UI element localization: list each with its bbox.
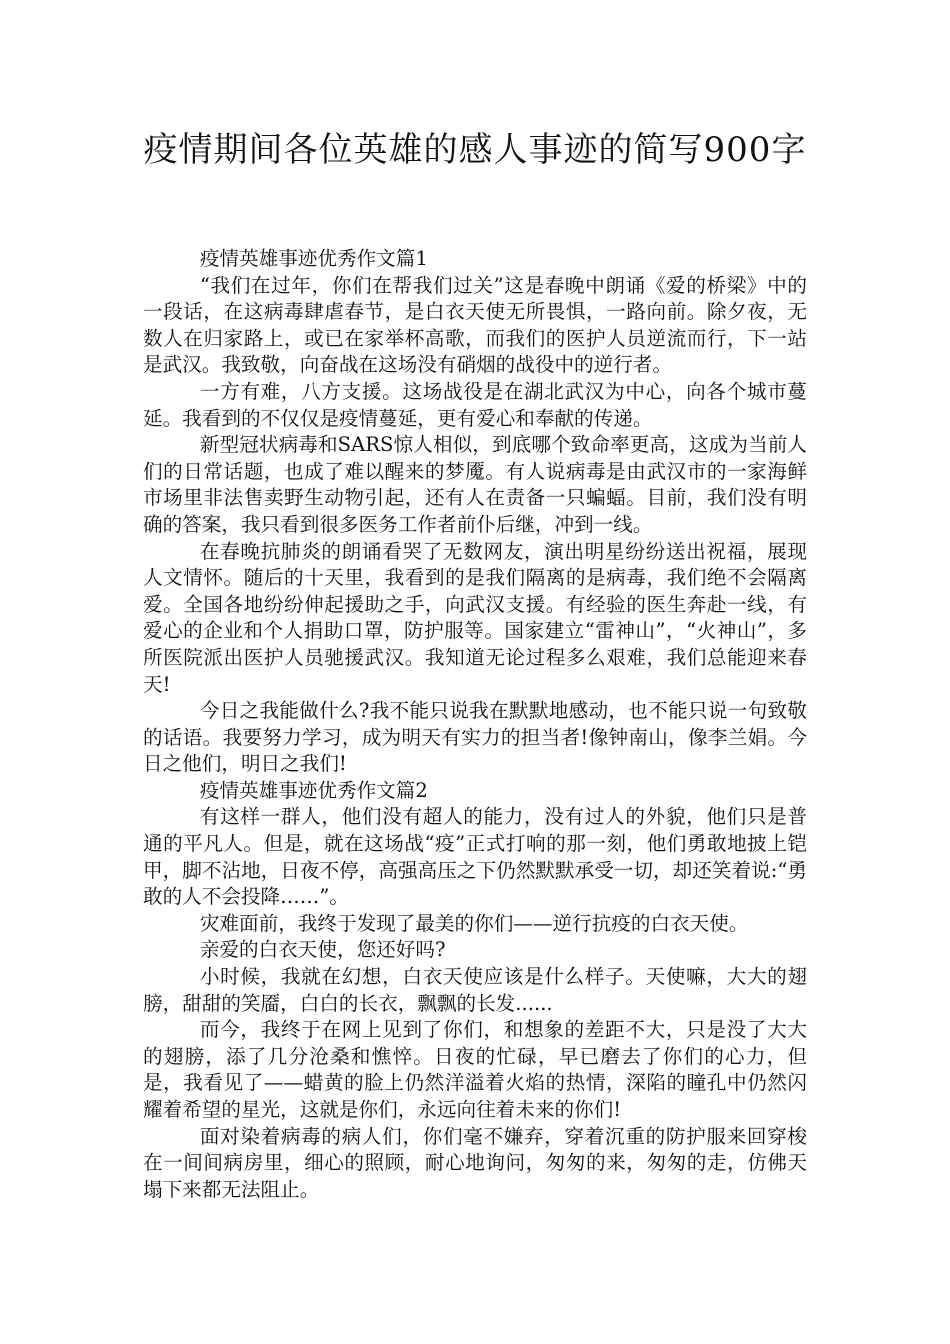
paragraph: 有这样一群人，他们没有超人的能力，没有过人的外貌，他们只是普通的平凡人。但是，就在这场战“疫”正式打响的那一刻，他们勇敢地披上铠甲，脚不沾地，日夜不停，高强高压之下仍然默默承受一切，却还笑着说:“勇敢的人不会投降……”。 [143,805,807,909]
document-title: 疫情期间各位英雄的感人事迹的简写900字 [143,130,807,170]
paragraph: “我们在过年，你们在帮我们过关”这是春晚中朗诵《爱的桥梁》中的一段话，在这病毒肆虐春节，是白衣天使无所畏惧，一路向前。除夕夜，无数人在归家路上，或已在家举杯高歌，而我们的医护人员逆流而行，下一站是武汉。我致敬，向奋战在这场没有硝烟的战役中的逆行者。 [143,273,807,377]
paragraph: 一方有难，八方支援。这场战役是在湖北武汉为中心，向各个城市蔓延。我看到的不仅仅是疫情蔓延，更有爱心和奉献的传递。 [143,379,807,430]
paragraph: 新型冠状病毒和SARS惊人相似，到底哪个致命率更高，这成为当前人们的日常话题，也成了难以醒来的梦魇。有人说病毒是由武汉市的一家海鲜市场里非法售卖野生动物引起，还有人在责备一只蝙蝠。目前，我们没有明确的答案，我只看到很多医务工作者前仆后继，冲到一线。 [143,433,807,536]
paragraph: 灾难面前，我终于发现了最美的你们——逆行抗疫的白衣天使。 [199,911,749,935]
paragraph: 而今，我终于在网上见到了你们，和想象的差距不大，只是没了大大的翅膀，添了几分沧桑和憔悴。日夜的忙碌，早已磨去了你们的心力，但是，我看见了——蜡黄的脸上仍然洋溢着火焰的热情，深陷的瞳孔中仍然闪耀着希望的星光，这就是你们，永远向往着未来的你们! [143,1018,807,1121]
section-heading-2: 疫情英雄事迹优秀作文篇2 [199,778,428,802]
paragraph: 面对染着病毒的病人们，你们毫不嫌弃，穿着沉重的防护服来回穿梭在一间间病房里，细心的照顾，耐心地询问，匆匆的来，匆匆的走，仿佛天塌下来都无法阻止。 [143,1124,807,1201]
document-body [143,246,807,1203]
section-heading-1: 疫情英雄事迹优秀作文篇1 [199,247,428,270]
paragraph: 今日之我能做什么?我不能只说我在默默地感动，也不能只说一句致敬的话语。我要努力学习，成为明天有实力的担当者!像钟南山，像李兰娟。今日之他们，明日之我们! [143,699,807,776]
paragraph: 小时候，我就在幻想，白衣天使应该是什么样子。天使嘛，大大的翅膀，甜甜的笑靥，白白的长衣，飘飘的长发...... [143,965,807,1015]
paragraph: 在春晚抗肺炎的朗诵看哭了无数网友，演出明星纷纷送出祝福，展现人文情怀。随后的十天里，我看到的是我们隔离的是病毒，我们绝不会隔离爱。全国各地纷纷伸起援助之手，向武汉支援。有经验的医生奔赴一线，有爱心的企业和个人捐助口罩，防护服等。国家建立“雷神山”，“火神山”，多所医院派出医护人员驰援武汉。我知道无论过程多么艰难，我们总能迎来春天! [143,539,807,696]
paragraph: 亲爱的白衣天使，您还好吗? [199,938,446,962]
